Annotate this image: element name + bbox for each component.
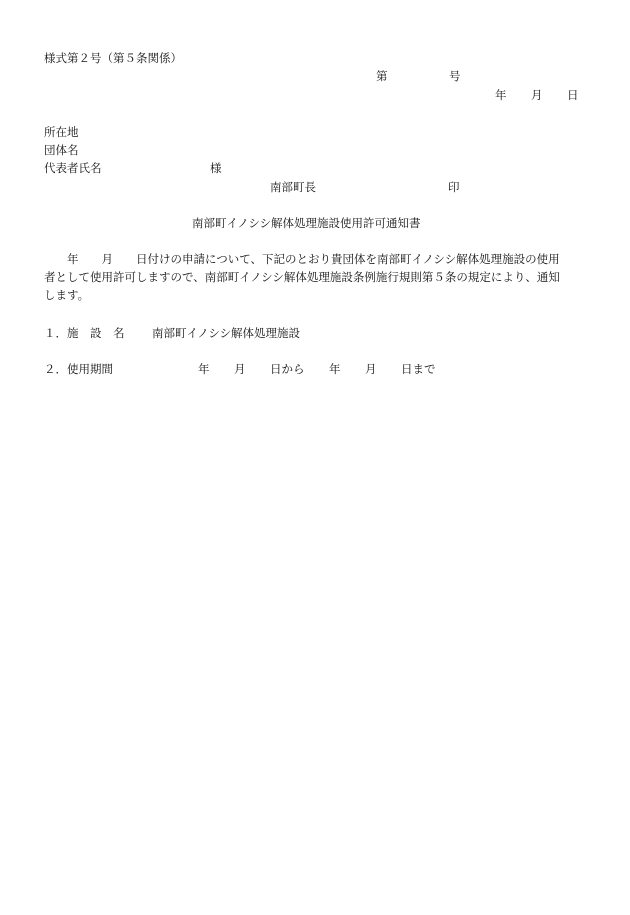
date-month: 月 — [531, 88, 543, 102]
period-start-year: 年 — [198, 362, 210, 376]
date-year: 年 — [495, 88, 507, 102]
usage-period-label: ２．使用期間 — [44, 362, 113, 376]
form-number: 様式第２号（第５条関係） — [44, 51, 182, 65]
body-line-3: します。 — [44, 288, 90, 302]
facility-name-label: １．施 設 名 — [44, 326, 125, 340]
document-title: 南部町イノシシ解体処理施設使用許可通知書 — [192, 216, 421, 230]
period-end-year: 年 — [329, 362, 341, 376]
body-line-2: 者として使用許可しますので、南部町イノシシ解体処理施設条例施行規則第５条の規定により、通知 — [44, 270, 560, 284]
body-line-1: 年 月 日付けの申請について、下記のとおり貴団体を南部町イノシシ解体処理施設の使用 — [44, 252, 560, 266]
representative-label: 代表者氏名 — [44, 161, 102, 175]
period-end-month: 月 — [365, 362, 377, 376]
period-start-day: 日から — [270, 362, 305, 376]
period-start-month: 月 — [234, 362, 246, 376]
seal-mark: 印 — [448, 180, 460, 194]
body-paragraph — [44, 254, 584, 308]
issuer-title: 南部町長 — [270, 180, 316, 194]
date-day: 日 — [567, 88, 579, 102]
honorific: 様 — [210, 161, 222, 175]
document-number-suffix: 号 — [449, 69, 461, 83]
facility-name-value: 南部町イノシシ解体処理施設 — [152, 326, 301, 340]
period-end-day: 日まで — [401, 362, 436, 376]
address-label: 所在地 — [44, 125, 79, 139]
document-number-prefix: 第 — [376, 69, 388, 83]
organization-label: 団体名 — [44, 143, 79, 157]
